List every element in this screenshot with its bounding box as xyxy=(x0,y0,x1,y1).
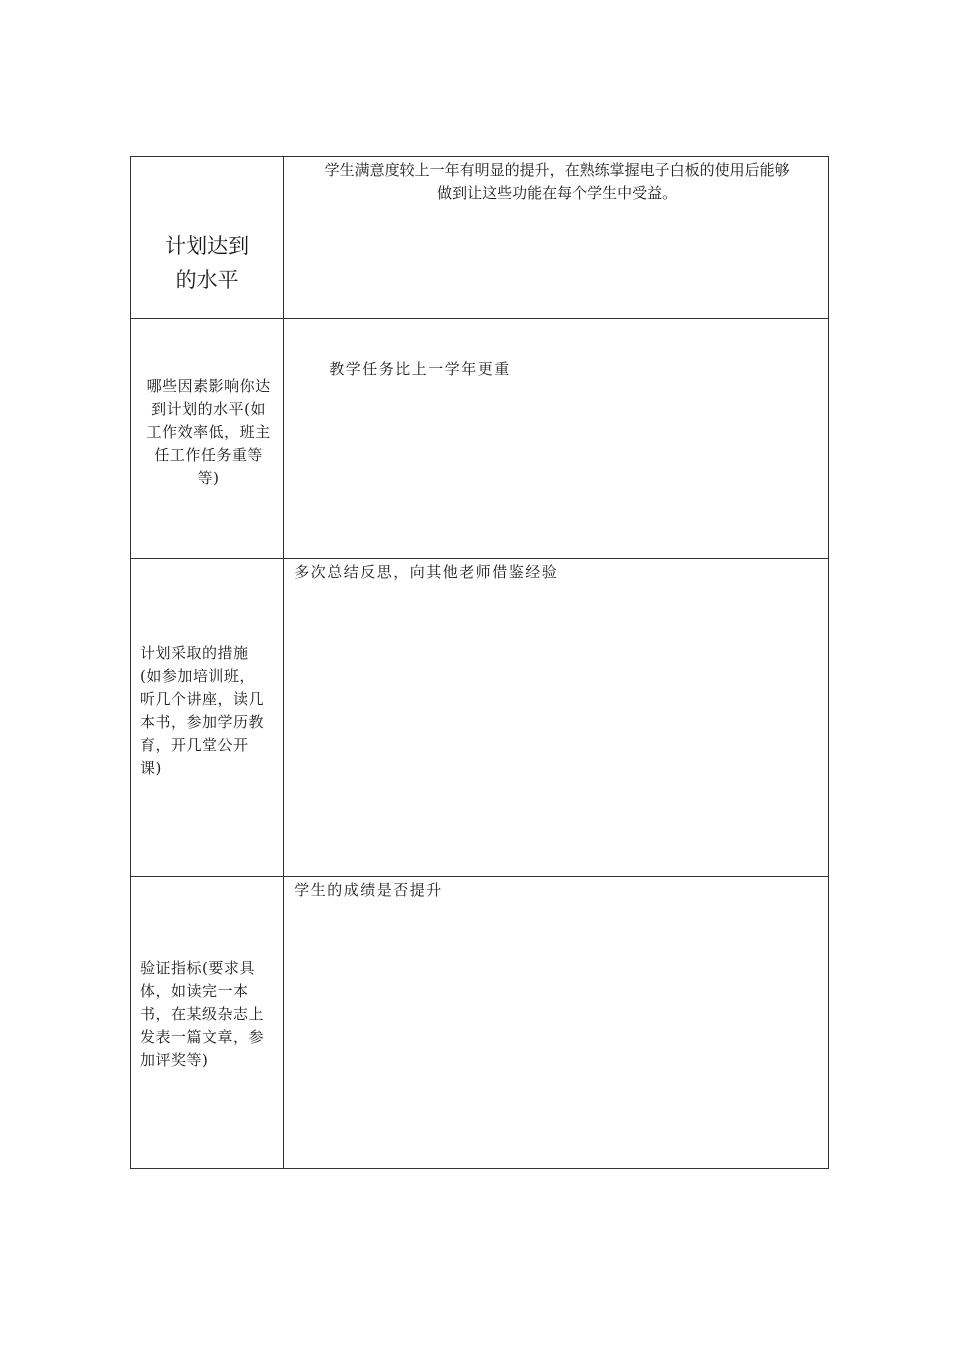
label-line: 发表一篇文章，参 xyxy=(140,1028,265,1046)
label-line: 验证指标(要求具 xyxy=(140,959,255,977)
row-content xyxy=(294,561,558,583)
label-line: 听几个讲座，读几 xyxy=(140,690,265,708)
content-line: 学生满意度较上一年有明显的提升，在熟练掌握电子白板的使用后能够 xyxy=(324,161,790,179)
row-content-cell[interactable] xyxy=(284,877,829,1169)
label-line: 本书，参加学历教 xyxy=(140,713,265,731)
table-row xyxy=(131,559,829,877)
row-label-cell xyxy=(131,319,284,559)
table-row xyxy=(131,877,829,1169)
row-content xyxy=(329,358,511,380)
row-content xyxy=(294,879,443,901)
row-label-cell xyxy=(131,559,284,877)
label-line: 到计划的水平(如 xyxy=(151,400,267,418)
row-label xyxy=(140,375,277,490)
table-row xyxy=(131,157,829,319)
content-line: 教学任务比上一学年更重 xyxy=(329,360,511,378)
label-line: 课) xyxy=(140,759,162,777)
row-label xyxy=(140,642,277,780)
row-content-cell[interactable] xyxy=(284,319,829,559)
label-line: 等) xyxy=(197,469,220,487)
label-line: 计划达到 xyxy=(165,234,250,258)
label-line: (如参加培训班， xyxy=(140,667,255,685)
row-label xyxy=(131,229,283,297)
row-label xyxy=(140,957,277,1072)
label-line: 任工作任务重等 xyxy=(154,446,263,464)
content-line: 多次总结反思，向其他老师借鉴经验 xyxy=(294,563,559,581)
row-label-cell xyxy=(131,877,284,1169)
row-label-cell xyxy=(131,157,284,319)
row-content-cell[interactable] xyxy=(284,157,829,319)
label-line: 的水平 xyxy=(175,268,239,292)
plan-form-table xyxy=(130,156,829,1169)
label-line: 哪些因素影响你达 xyxy=(146,377,271,395)
label-line: 书，在某级杂志上 xyxy=(140,1005,265,1023)
table-row xyxy=(131,319,829,559)
label-line: 计划采取的措施 xyxy=(140,644,249,662)
row-content-cell[interactable] xyxy=(284,559,829,877)
content-line: 学生的成绩是否提升 xyxy=(294,881,443,899)
label-line: 育，开几堂公开 xyxy=(140,736,249,754)
label-line: 体，如读完一本 xyxy=(140,982,249,1000)
label-line: 加评奖等) xyxy=(140,1051,209,1069)
row-content xyxy=(290,159,824,205)
content-line: 做到让这些功能在每个学生中受益。 xyxy=(437,184,678,202)
label-line: 工作效率低，班主 xyxy=(146,423,271,441)
